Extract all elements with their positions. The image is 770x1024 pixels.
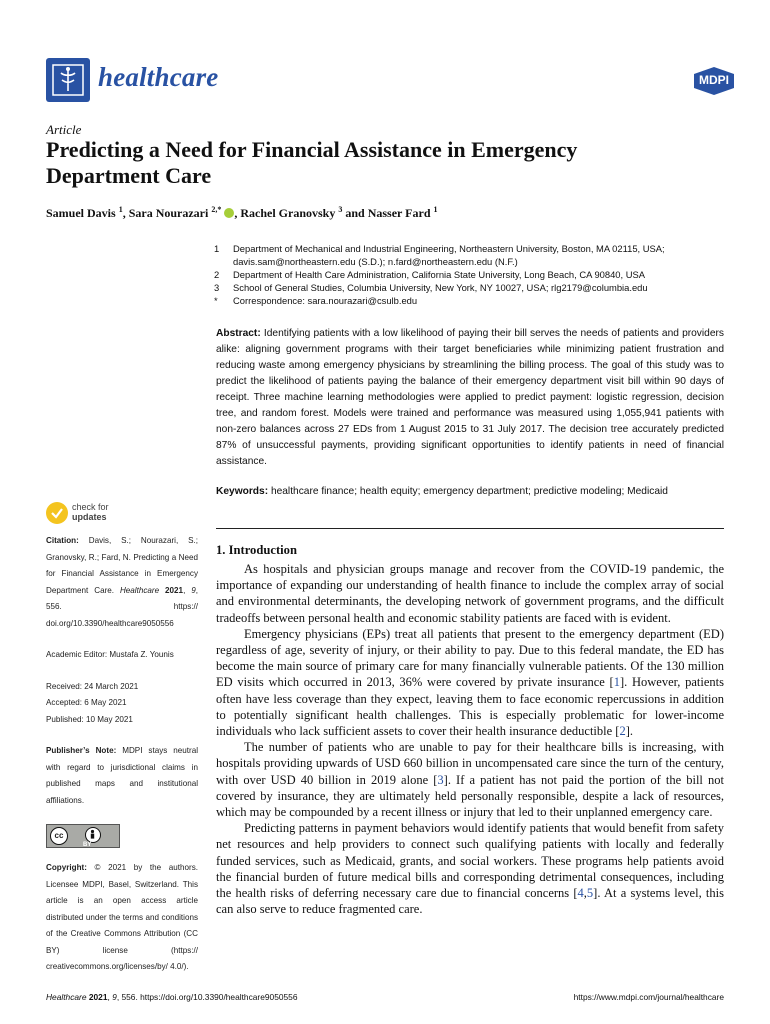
- citation-block: Citation: Davis, S.; Nourazari, S.; Granovsky, R.; Fard, N. Predicting a Need for Financial Assistance in Emergency Department Care. Healthcare 2021, 9, 556. https:// doi.org/10.3390/healthcare9050556: [46, 536, 199, 628]
- affiliation-item: [214, 281, 734, 294]
- copyright-text: © 2021 by the authors. Licensee MDPI, Basel, Switzerland. This article is an open access article distributed under the terms and conditions of the Creative Commons Attribution (CC BY) license (https:// creativecommons.org/licenses/by/ 4.0/).: [46, 863, 199, 971]
- body-text-run: The number of patients who are unable to pay for their healthcare bills is increasing, with hospitals providing upwards of USD 660 billion in uncompensated care since the turn of the century, with over USD 40 billion in 2019 alone [: [216, 740, 724, 787]
- footer-doi-link[interactable]: , 556. https://doi.org/10.3390/healthcare9050556: [116, 992, 298, 1002]
- body-paragraph: [216, 739, 724, 820]
- author-affiliation-mark: 1: [118, 205, 123, 214]
- academic-editor: Academic Editor: Mustafa Z. Younis: [46, 650, 174, 659]
- journal-logo-icon[interactable]: [46, 58, 90, 102]
- affiliation-item: [214, 255, 734, 268]
- body-text: [216, 561, 724, 917]
- mdpi-logo-text: MDPI: [699, 73, 729, 87]
- reference-link[interactable]: 3: [437, 772, 444, 787]
- keywords: [216, 484, 724, 500]
- by-label: BY: [83, 842, 92, 848]
- mdpi-logo-icon[interactable]: [692, 66, 736, 96]
- section-divider: [216, 528, 724, 529]
- article-type: Article: [46, 122, 82, 137]
- publisher-note-label: Publisher’s Note:: [46, 746, 117, 755]
- citation-doi[interactable]: , 556. https:// doi.org/10.3390/healthcare9050556: [46, 585, 199, 628]
- body-text-run: Emergency physicians (EPs) treat all patients that present to the emergency department (ED) regardless of age, severity of injury, or their ability to pay. Due to this federal mandate, the ED has become the main source of primary care for many financially vulnerable patients. Of the 130 million ED visits which occurred in 2013, 36% were covered by private insurance [: [216, 626, 724, 690]
- received-date: Received: 24 March 2021: [46, 681, 139, 691]
- cc-by-license-icon[interactable]: [46, 824, 120, 848]
- check-updates-line2: updates: [72, 512, 107, 522]
- affiliation-item: [214, 294, 734, 307]
- body-text-run: As hospitals and physician groups manage and recover from the COVID-19 pandemic, the importance of expanding our understanding of health finance to include the complex array of social and environmental determinants, the developing network of government programs, and the difficult tradeoffs between personal health and economic stability patients are faced with is evident.: [216, 562, 724, 625]
- journal-header: [46, 58, 736, 104]
- keywords-label: Keywords:: [216, 486, 269, 497]
- author-list: Samuel Davis $^1$, Sara Nourazari $^{2,*}$ , Rachel Granovsky $^3$ and Nasser Fard $^1$: [46, 205, 438, 220]
- citation-volume: 9: [191, 585, 196, 595]
- cc-icon: cc: [50, 827, 68, 845]
- check-for-updates-button[interactable]: [46, 500, 166, 526]
- body-paragraph: [216, 820, 724, 917]
- orcid-icon[interactable]: [224, 208, 234, 218]
- body-text-run: Predicting patterns in payment behaviors would identify patients that would benefit from safety net resources and help providers to connect such qualifying patients with locally and federally funded services, such as Medicaid, grants, and social workers. These programs help patients avoid the financial burden of future medical bills and corresponding detrimental consequences, including the health risks of deferring necessary care due to financial concerns [: [216, 821, 724, 901]
- citation-label: Citation:: [46, 536, 79, 545]
- footer-year: 2021: [88, 992, 108, 1002]
- body-paragraph: [216, 626, 724, 739]
- publisher-note: [46, 743, 198, 809]
- published-date: Published: 10 May 2021: [46, 714, 133, 724]
- author-name[interactable]: Rachel Granovsky: [240, 206, 336, 220]
- abstract: [216, 326, 724, 470]
- reference-link[interactable]: 4: [577, 886, 584, 901]
- keywords-text: healthcare finance; health equity; emergency department; predictive modeling; Medicaid: [270, 486, 668, 497]
- author-name[interactable]: Nasser Fard: [367, 206, 431, 220]
- dates-block: [46, 679, 198, 729]
- article-sidebar: [46, 533, 198, 976]
- affiliation-item: [214, 268, 734, 281]
- body-paragraph: [216, 561, 724, 626]
- author-affiliation-mark: 2,*: [211, 205, 222, 214]
- abstract-text: Identifying patients with a low likelihood of paying their bill serves the needs of patients and providers alike: aligning government programs with their target beneficiaries while minimizing patient frustration and reducing waste among emergency physicians by streamlining the billing process. The goal of this study was to predict the likelihood of patients paying the balance of their emergency department visit bill within 90 days of receipt. Three machine learning methodologies were applied to predict payment: logistic regression, decision tree, and random forest. Models were trained and performance was measured using 1,055,941 patients with non-zero balances across 27 EDs from 1 August 2015 to 31 July 2017. The decision tree accurately predicted 87% of unsuccessful payments, providing significant opportunities to identify patients in need of financial assistance.: [216, 328, 724, 467]
- journal-name[interactable]: healthcare: [98, 62, 219, 92]
- author-name[interactable]: Sara Nourazari: [128, 206, 209, 220]
- affiliation-mark: 2: [214, 269, 220, 280]
- check-updates-line1: check for: [72, 502, 109, 512]
- body-text-run: ,: [583, 886, 587, 901]
- article-title: Predicting a Need for Financial Assistance in Emergency Department Care: [46, 137, 578, 188]
- footer-journal: Healthcare: [46, 992, 87, 1002]
- body-text-run: ]. At a systems level, this can also serve to reduce fragmented care.: [216, 886, 724, 917]
- citation-journal: Healthcare: [119, 585, 160, 595]
- affiliation-mark: 3: [214, 282, 220, 293]
- attribution-person-icon: [85, 827, 101, 843]
- affiliation-text: Department of Health Care Administration, California State University, Long Beach, CA 90840, USA: [233, 269, 646, 280]
- publisher-note-text: MDPI stays neutral with regard to jurisdictional claims in published maps and institutional affiliations.: [46, 746, 198, 805]
- authors-and: and: [345, 206, 365, 220]
- affiliation-mark: 1: [214, 243, 220, 254]
- body-text-run: ].: [625, 724, 634, 739]
- footer-journal-url[interactable]: https://www.mdpi.com/journal/healthcare: [573, 992, 724, 1002]
- abstract-label: Abstract:: [216, 328, 261, 339]
- affiliation-text: School of General Studies, Columbia University, New York, NY 10027, USA; rlg2179@columbia.edu: [233, 282, 648, 293]
- copyright-block: [46, 860, 198, 976]
- accepted-date: Accepted: 6 May 2021: [46, 698, 127, 707]
- affiliation-emails[interactable]: davis.sam@northeastern.edu (S.D.); n.fard@northeastern.edu (N.F.): [233, 256, 518, 267]
- affiliations: [214, 242, 734, 307]
- affiliation-item: [214, 242, 734, 255]
- reference-link[interactable]: 2: [619, 724, 626, 739]
- footer-volume: 9: [112, 992, 117, 1002]
- body-text-run: ]. If a patient has not paid the portion of the bill not covered by insurance, they are ultimately held personally responsible, despite a lack of resources, which may be compounded by a recent illness or injury that led to their unplanned emergency care.: [216, 772, 724, 820]
- affiliation-mark: *: [214, 295, 218, 306]
- author-affiliation-mark: 3: [338, 205, 343, 214]
- author-name[interactable]: Samuel Davis: [46, 206, 116, 220]
- author-affiliation-mark: 1: [433, 205, 438, 214]
- section-heading-introduction: 1. Introduction: [216, 543, 297, 557]
- correspondence-email[interactable]: Correspondence: sara.nourazari@csulb.edu: [233, 295, 418, 306]
- footer-citation: Healthcare 2021, 9, 556. https://doi.org/10.3390/healthcare9050556: [46, 992, 298, 1002]
- reference-link[interactable]: 1: [613, 675, 620, 690]
- reference-link[interactable]: 5: [586, 886, 594, 901]
- citation-text: Davis, S.; Nourazari, S.; Granovsky, R.; Fard, N. Predicting a Need for Financial Assistance in Emergency Department Care.: [46, 536, 198, 595]
- check-updates-icon: [46, 502, 68, 524]
- copyright-label: Copyright:: [46, 863, 87, 872]
- body-text-run: ]. However, patients often have less coverage than they expect, leaving them to face economic repercussions in addition to potentially significant health challenges. This is especially problematic for lower-income individuals who lack sufficient assets to cover their health insurance deductible [: [216, 675, 724, 739]
- citation-year: 2021: [165, 585, 184, 595]
- affiliation-text: Department of Mechanical and Industrial Engineering, Northeastern University, Boston, MA 02115, USA;: [233, 243, 665, 254]
